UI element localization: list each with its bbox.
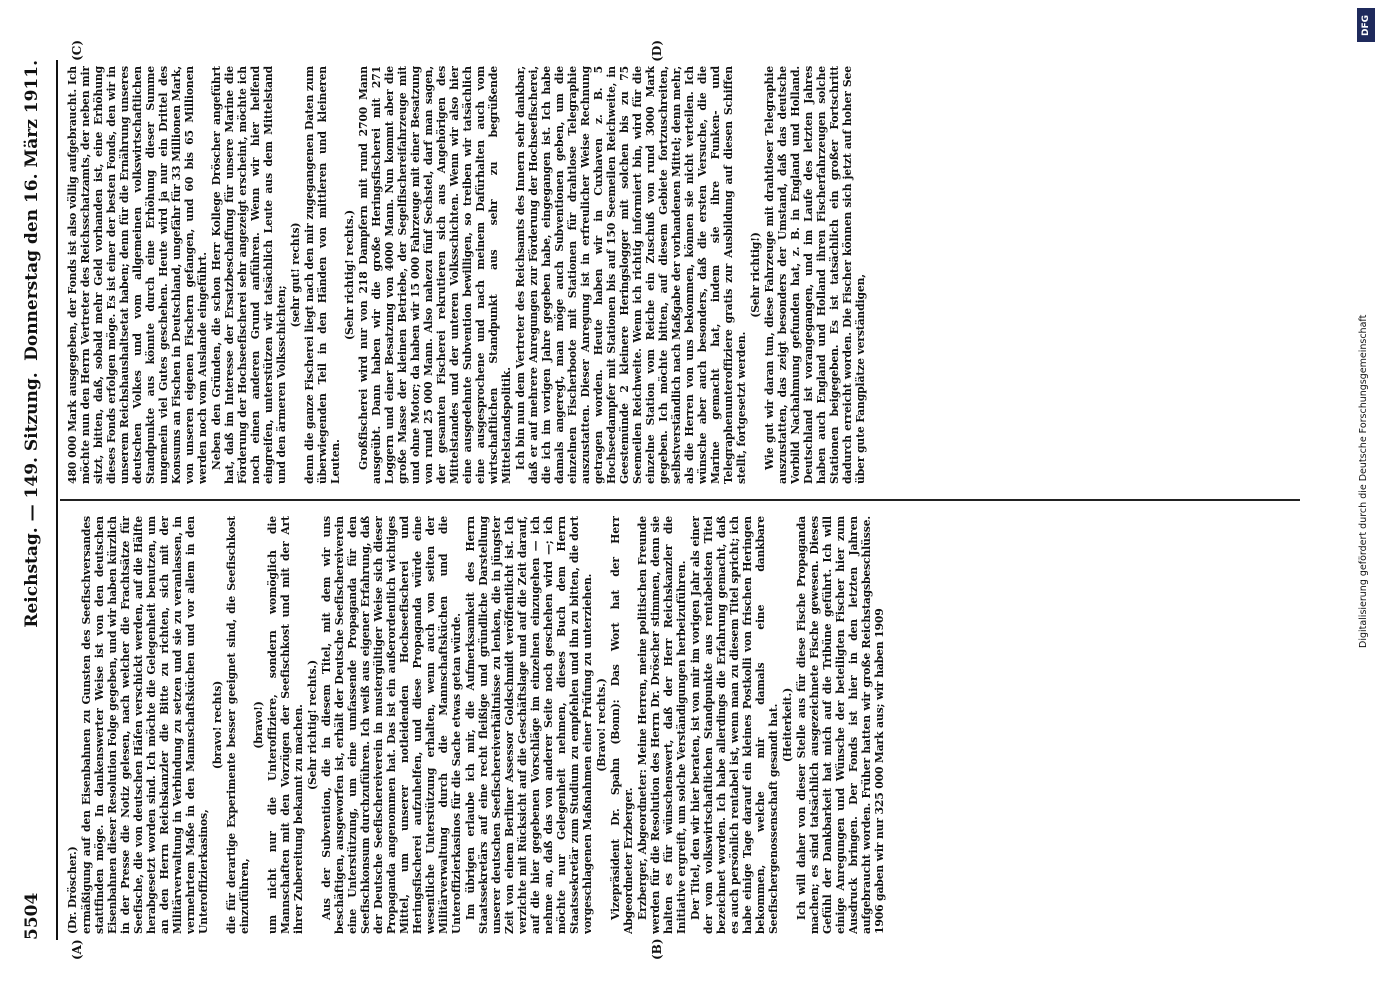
page-number: 5504 — [22, 892, 42, 940]
right-text-column — [66, 66, 1300, 484]
interjection: (Bravo! rechts.) — [595, 678, 608, 772]
interjection: (Sehr richtig! rechts.) — [343, 210, 356, 340]
margin-marker-b: (B) — [650, 938, 664, 960]
speaker-announcement: Vizepräsident Dr. Spahn (Bonn): Das Wort hat der Herr Abgeordneter Erzberger. — [609, 516, 635, 934]
session-title: Reichstag. — 149. Sitzung. — [22, 372, 42, 628]
column-divider — [60, 500, 1300, 502]
paragraph: Der Titel, den wir hier beraten, ist von mir im vorigen Jahr als einer der vom volkswirtschaftlichen Standpunkte aus rentabelsten Titel bezeichnet worden. Ich habe allerdings die Erfahrung gemacht, daß es auch persönlich rentabel ist, wenn man zu diesem Titel spricht; ich habe einige Tage darauf ein kleines Postkolli von frischen Heringen bekommen, welche mir damals eine dankbare Seefischergenossenschaft gesandt hat. — [689, 516, 780, 934]
paragraph: Wie gut wir daran tun, diese Fahrzeuge mit drahtloser Telegraphie auszustatten, das zeigt besonders der Umstand, daß das deutsche Vorbild Nachahmung gefunden hat, z. B. in England und Holland. Deutschland ist vorangegangen, und im Laufe des letzten Jahres haben auch England und Holland ihren Fischerfahrzeugen solche Stationen beigegeben. Es ist tatsächlich ein großer Fortschritt dadurch erreicht worden. Die Fischer können sich jetzt auf hoher See über gute Fangplätze verständigen, — [763, 66, 867, 484]
margin-marker-d: (D) — [650, 40, 664, 62]
paragraph: Ich will daher von dieser Stelle aus für diese Fische Propaganda machen; es sind tatsächlich ausgezeichnete Fische gewesen. Dieses Gefühl der Dankbarkeit hat mich auf die Tribüne geführt. Ich will einige Anregungen und Wünsche der beteiligten Fischer hier zum Ausdruck bringen. Der Fonds ist hier in den letzten Jahren aufgebraucht worden. Früher hatten wir große Reichstagsbeschlüsse. 1906 gaben wir nur 325 000 Mark aus; wir haben 1909 — [795, 516, 886, 934]
header-rule — [56, 60, 58, 940]
paragraph: die für derartige Experimente besser geeignet sind, die Seefischkost einzuführen, — [225, 516, 251, 934]
interjection: (Sehr richtig!) — [749, 232, 762, 318]
interjection: (Sehr richtig! rechts.) — [306, 660, 319, 790]
paragraph: Großfischerei wird nur von 218 Dampfern mit rund 2700 Mann ausgeübt. Dann haben wir die große Heringsfischerei mit 271 Loggern und einer Besatzung von 4000 Mann. Nun kommt aber die große Masse der kleinen Betriebe, der Segelfischereifahrzeuge mit und ohne Motor; da haben wir 15 000 Fahrzeuge mit einer Besatzung von rund 25 000 Mann. Also nahezu fünf Sechstel, darf man sagen, der gesamten Fischerei rekrutieren sich aus Angehörigen des Mittelstandes und der unteren Volksschichten. Wenn wir also hier eine ausgedehnte Subvention bewilligen, so treiben wir tatsächlich eine ausgesprochene und nach meinem Dafürhalten auch vom wirtschaftlichen Standpunkt aus sehr zu begrüßende Mittelstandspolitik. — [357, 66, 513, 484]
interjection: (bravo! rechts) — [211, 680, 224, 770]
dfg-logo: DFG — [1357, 8, 1375, 42]
paragraph: 480 000 Mark ausgegeben, der Fonds ist also völlig aufgebraucht. Ich möchte nun den Herrn Vertreter des Reichsschatzamts, der neben mir sitzt, bitten, daß, sobald mehr Geld vorhanden ist, eine Erhöhung dieses Fonds erfolgen möge. Es ist einer der besten Fonds, den wir in unserem Reichshaushaltsetat haben; denn für die Ernährung unseres deutschen Volkes und vom allgemeinen volkswirtschaftlichen Standpunkte aus könnte durch eine Erhöhung dieser Summe ungemein viel Gutes geschehen. Heute wird ja nur ein Drittel des Konsums an Fischen in Deutschland, ungefähr für 33 Millionen Mark, von unseren eigenen Fischern gefangen, und 60 bis 65 Millionen werden noch vom Auslande eingeführt. — [66, 66, 209, 484]
paragraph: Im übrigen erlaube ich mir, die Aufmerksamkeit des Herrn Staatssekretärs auf eine recht fleißige und gründliche Darstellung unserer deutschen Seefischereiverhältnisse zu lenken, die in jüngster Zeit von einem Berliner Assessor Goldschmidt veröffentlicht ist. Ich verzichte mit Rücksicht auf die Geschäftslage und auf die Zeit darauf, auf die hier gegebenen Vorschläge im einzelnen einzugehen — ich nehme an, daß das von anderer Seite noch geschehen wird —; ich möchte nur Gelegenheit nehmen, dieses Buch dem Herrn Staatssekretär zum Studium zu empfehlen und ihn zu bitten, die dort vorgeschlagenen Maßnahmen einer Prüfung zu unterziehen. — [464, 516, 594, 934]
paragraph: Neben den Gründen, die schon Herr Kollege Dröscher angeführt hat, daß im Interesse der Ersatzbeschaffung für unsere Marine die Förderung der Hochseefischerei sehr angezeigt erscheint, möchte ich noch einen anderen Grund anführen. Wenn wir hier helfend eingreifen, unterstützen wir tatsächlich Leute aus dem Mittelstand und den ärmeren Volksschichten; — [210, 66, 288, 484]
interjection: (Heiterkeit.) — [781, 687, 794, 763]
digitization-sidebar — [1354, 8, 1378, 992]
paragraph: Erzberger, Abgeordneter: Meine Herren, meine politischen Freunde werden für die Resolution des Herrn Dr. Dröscher stimmen, denn sie halten es für wünschenswert, daß der Herr Reichskanzler die Initiative ergreift, um solche Verständigungen herbeizuführen. — [636, 516, 688, 934]
margin-marker-c: (C) — [70, 40, 84, 61]
interjection: (bravo!) — [252, 701, 265, 749]
speaker-continuation: (Dr. Dröscher.) — [66, 846, 79, 934]
paragraph: denn die ganze Fischerei liegt nach den mir zugegangenen Daten zum überwiegenden Teil in den Händen von mittleren und kleineren Leuten. — [303, 66, 342, 484]
paragraph: Aus der Subvention, die in diesem Titel, mit dem wir uns beschäftigen, ausgeworfen ist, erhält der Deutsche Seefischereiverein eine Unterstützung, um eine umfassende Propaganda für den Seefischkonsum durchzuführen. Ich weiß aus eigener Erfahrung, daß der Deutsche Seefischereiverein in mustergültiger Weise sich dieser Propaganda angenommen hat. Das ist ein außerordentlich wichtiges Mittel, um unserer notleidenden Hochseefischerei und Heringsfischerei aufzuhelfen, und diese Propaganda würde eine wesentliche Unterstützung erhalten, wenn auch von seiten der Militärverwaltung durch die Mannschaftsküchen und die Unteroffizierkasinos für die Sache etwas getan würde. — [320, 516, 463, 934]
paragraph: um nicht nur die Unteroffiziere, sondern womöglich die Mannschaften mit den Vorzügen der Seefischkost und mit der Art ihrer Zubereitung bekannt zu machen. — [266, 516, 305, 934]
paragraph: ermäßigung auf den Eisenbahnen zu Gunsten des Seefischversandes stattfinden möge. In dankenswerter Weise ist von den deutschen Eisenbahnen dieser Resolution Folge gegeben, und wir haben kürzlich in der Presse die Notiz gelesen, nach welcher die Frachtsätze für Seefische, die von deutschen Häfen verschickt werden, auf die Hälfte herabgesetzt worden sind. Ich möchte die Gelegenheit benutzen, um an den Herrn Reichskanzler die Bitte zu richten, sich mit der Militärverwaltung in Verbindung zu setzen und sie zu veranlassen, in vermehrtem Maße in den Mannschaftsküchen und vor allem in den Unteroffizierkasinos, — [80, 516, 210, 934]
left-text-column — [66, 516, 1300, 934]
paragraph: Ich bin nun dem Vertreter des Reichsamts des Innern sehr dankbar, daß er auf mehrere Anregungen zur Förderung der Hochseefischerei, die ich im vorigen Jahre gegeben habe, eingegangen ist. Ich habe damals angeregt, man möge auch Subventionen geben, um die einzelnen Fischerboote mit Stationen für drahtlose Telegraphie auszustatten. Dieser Anregung ist in erfreulicher Weise Rechnung getragen worden. Heute haben wir in Cuxhaven z. B. 5 Hochseedampfer mit Stationen bis auf 150 Seemeilen Reichweite, in Geestemünde 2 kleinere Heringslogger mit solchen bis zu 75 Seemeilen Reichweite. Wenn ich richtig informiert bin, wird für die einzelne Station vom Reiche ein Zuschuß von rund 3000 Mark gegeben. Ich möchte bitten, auf diesem Gebiete fortzuschreiten, selbstverständlich nach Maßgabe der vorhandenen Mittel; denn mehr, als die Herren von uns bekommen, können sie nicht verteilen. Ich wünsche aber auch besonders, daß die ersten Versuche, die die Marine gemacht hat, indem sie ihre Funken- und Telegraphenunteroffiziere gratis zur Ausbildung auf diesen Schiffen stellt, fortgesetzt werden. — [514, 66, 748, 484]
session-date: Donnerstag den 16. März 1911. — [22, 60, 42, 361]
digitization-credit: Digitalisierung gefördert durch die Deutsche Forschungsgemeinschaft — [1358, 314, 1369, 648]
page-header — [10, 60, 50, 940]
interjection: (sehr gut! rechts) — [289, 222, 302, 328]
margin-marker-a: (A) — [70, 939, 84, 960]
